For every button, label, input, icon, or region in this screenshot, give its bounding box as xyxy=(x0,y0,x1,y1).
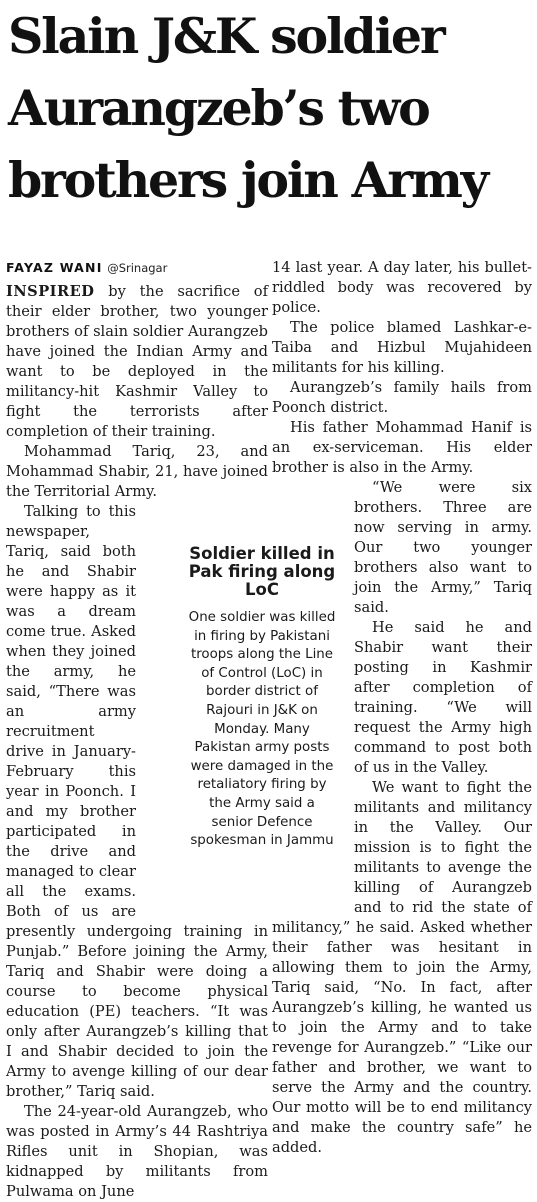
paragraph: “We were six brothers. Three are now serving in army. Our two younger brothers also want to join the Army,” Tariq said. xyxy=(354,479,532,616)
byline-location: @Srinagar xyxy=(107,261,168,275)
sidebar-title: Soldier killed in Pak firing along LoC xyxy=(188,544,336,599)
paragraph: 14 last year. A day later, his bullet-riddled body was recovered by police. xyxy=(272,259,532,316)
paragraph: He said he and Shabir want their posting in Kashmir after completion of training. “We will request the Army high command to post both of us in the Valley. xyxy=(354,619,532,776)
paragraph: Talking to this newspaper, Tariq, said both he and Shabir were happy as it was a dream come true. Asked when they joined the army, he said, “There was an army recruitment drive in January-February this year in Poonch. I and my brother participated in the drive and managed to clear all the exams. Both of us are presently undergoing training in Punjab.” Before joining the Army, Tariq and Shabir were doing a course to become physical education (PE) teachers. “It was only after Aurangzeb’s killing that I and Shabir decided to join the Army to avenge killing of our dear brother,” Tariq said. xyxy=(6,503,268,1100)
sidebar-box xyxy=(188,541,336,851)
lead-word: INSPIRED xyxy=(6,283,95,300)
paragraph: The 24-year-old Aurangzeb, who was posted in Army’s 44 Rashtriya Rifles unit in Shopian, was kidnapped by militants from Pulwama on June xyxy=(6,1103,268,1200)
paragraph: Mohammad Tariq, 23, and Mohammad Shabir, 21, have joined the Territorial Army. xyxy=(6,443,268,500)
headline: Slain J&K soldier Aurangzeb’s two brothers join Army xyxy=(8,7,487,209)
sidebar-body: One soldier was killed in firing by Pakistani troops along the Line of Control (LoC) in border district of Rajouri in J&K on Monday. Many Pakistan army posts were damaged in the retaliatory firing by the Army said a senior Defence spokesman in Jammu xyxy=(188,610,336,849)
paragraph: His father Mohammad Hanif is an ex-serviceman. His elder brother is also in the Army. xyxy=(272,419,532,476)
lead-paragraph xyxy=(6,282,268,442)
paragraph: The police blamed Lashkar-e-Taiba and Hizbul Mujahideen militants for his killing. xyxy=(272,319,532,376)
byline-author: FAYAZ WANI xyxy=(6,260,103,275)
lead-text: by the sacrifice of their elder brother, two younger brothers of slain soldier Aurangzeb have joined the Indian Army and want to be deployed in the militancy-hit Kashmir Valley to fight the terrorists after completion of their training. xyxy=(6,283,268,440)
paragraph: We want to fight the militants and militancy in the Valley. Our mission is to fight the militants to avenge the killing of Aurangzeb and to rid the state of militancy,” he said. Asked whether their father was hesitant in allowing them to join the Army, Tariq said, “No. In fact, after Aurangzeb’s killing, he wanted us to join the Army and to take revenge for Aurangzeb.” “Like our father and brother, we want to serve the Army and the country. Our motto will be to end militancy and make the country safe” he added. xyxy=(272,779,532,1156)
byline xyxy=(6,258,268,278)
paragraph: Aurangzeb’s family hails from Poonch district. xyxy=(272,379,532,416)
